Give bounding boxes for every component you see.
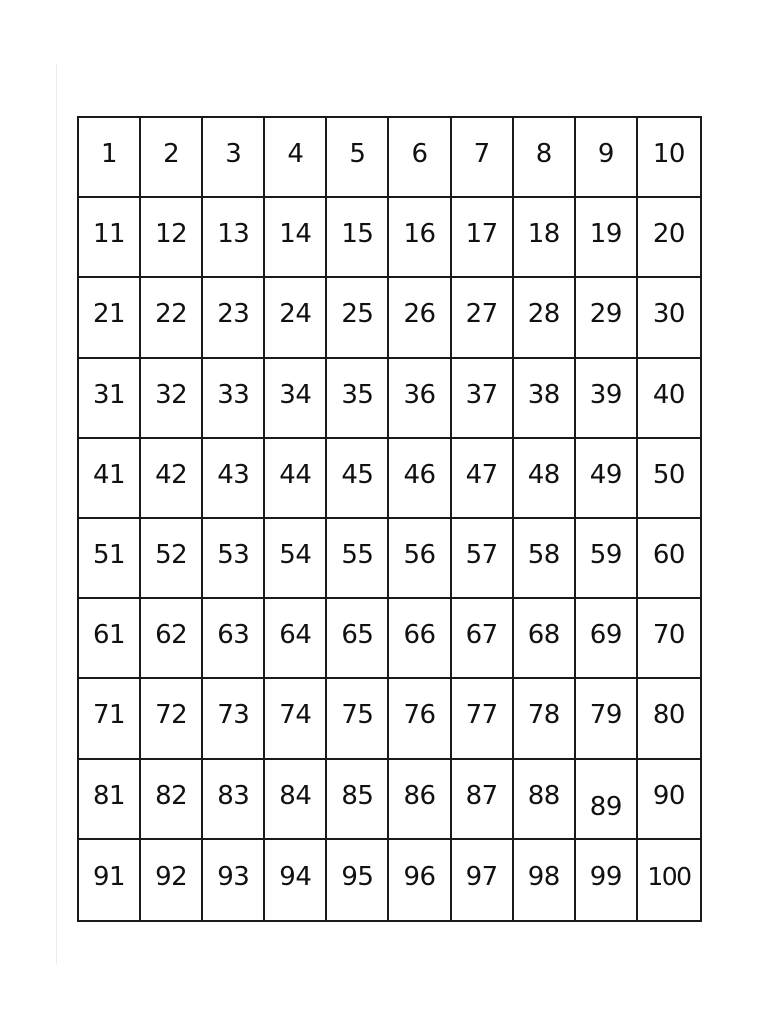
number-cell: 79 <box>576 679 638 759</box>
number-cell: 83 <box>203 760 265 840</box>
number-cell: 58 <box>514 519 576 599</box>
number-cell: 15 <box>327 198 389 278</box>
number-cell: 55 <box>327 519 389 599</box>
number-cell: 4 <box>265 118 327 198</box>
number-cell: 71 <box>79 679 141 759</box>
number-cell: 5 <box>327 118 389 198</box>
number-cell: 27 <box>452 278 514 358</box>
hundred-chart <box>77 116 702 922</box>
number-cell: 12 <box>141 198 203 278</box>
number-cell: 6 <box>389 118 451 198</box>
number-cell: 32 <box>141 359 203 439</box>
number-cell: 29 <box>576 278 638 358</box>
number-cell: 43 <box>203 439 265 519</box>
number-cell: 48 <box>514 439 576 519</box>
number-cell: 86 <box>389 760 451 840</box>
number-cell: 9 <box>576 118 638 198</box>
number-cell: 77 <box>452 679 514 759</box>
number-cell: 62 <box>141 599 203 679</box>
number-cell: 68 <box>514 599 576 679</box>
number-cell: 23 <box>203 278 265 358</box>
number-cell: 16 <box>389 198 451 278</box>
number-cell: 50 <box>638 439 700 519</box>
number-cell: 85 <box>327 760 389 840</box>
number-cell: 14 <box>265 198 327 278</box>
number-cell: 46 <box>389 439 451 519</box>
number-cell: 49 <box>576 439 638 519</box>
number-cell: 10 <box>638 118 700 198</box>
number-cell: 90 <box>638 760 700 840</box>
number-cell: 97 <box>452 840 514 920</box>
number-cell: 98 <box>514 840 576 920</box>
number-cell: 88 <box>514 760 576 840</box>
number-cell: 42 <box>141 439 203 519</box>
number-cell: 19 <box>576 198 638 278</box>
number-cell: 38 <box>514 359 576 439</box>
number-cell: 82 <box>141 760 203 840</box>
number-cell: 51 <box>79 519 141 599</box>
number-cell: 13 <box>203 198 265 278</box>
number-cell: 87 <box>452 760 514 840</box>
number-cell: 89 <box>576 760 638 840</box>
number-cell: 53 <box>203 519 265 599</box>
number-cell: 91 <box>79 840 141 920</box>
number-cell: 26 <box>389 278 451 358</box>
number-cell: 70 <box>638 599 700 679</box>
number-cell: 94 <box>265 840 327 920</box>
number-cell: 73 <box>203 679 265 759</box>
number-cell: 74 <box>265 679 327 759</box>
number-cell: 44 <box>265 439 327 519</box>
number-cell: 25 <box>327 278 389 358</box>
number-cell: 7 <box>452 118 514 198</box>
number-cell: 37 <box>452 359 514 439</box>
number-cell: 56 <box>389 519 451 599</box>
number-cell: 64 <box>265 599 327 679</box>
number-cell: 33 <box>203 359 265 439</box>
number-cell: 47 <box>452 439 514 519</box>
number-cell: 72 <box>141 679 203 759</box>
number-cell: 96 <box>389 840 451 920</box>
number-cell: 80 <box>638 679 700 759</box>
number-cell: 95 <box>327 840 389 920</box>
number-cell: 52 <box>141 519 203 599</box>
number-cell: 39 <box>576 359 638 439</box>
number-cell: 61 <box>79 599 141 679</box>
number-cell: 69 <box>576 599 638 679</box>
number-cell: 21 <box>79 278 141 358</box>
number-cell: 81 <box>79 760 141 840</box>
number-cell: 8 <box>514 118 576 198</box>
number-cell: 24 <box>265 278 327 358</box>
number-cell: 36 <box>389 359 451 439</box>
number-cell: 54 <box>265 519 327 599</box>
number-cell: 67 <box>452 599 514 679</box>
number-cell: 92 <box>141 840 203 920</box>
number-cell: 35 <box>327 359 389 439</box>
number-cell: 11 <box>79 198 141 278</box>
number-cell: 20 <box>638 198 700 278</box>
number-cell: 45 <box>327 439 389 519</box>
number-cell: 57 <box>452 519 514 599</box>
number-cell: 41 <box>79 439 141 519</box>
number-cell: 3 <box>203 118 265 198</box>
number-cell: 65 <box>327 599 389 679</box>
number-cell: 31 <box>79 359 141 439</box>
number-cell: 100 <box>647 862 691 892</box>
number-cell: 76 <box>389 679 451 759</box>
page-edge <box>56 64 57 964</box>
number-cell: 28 <box>514 278 576 358</box>
number-cell: 2 <box>141 118 203 198</box>
number-cell: 59 <box>576 519 638 599</box>
number-cell: 40 <box>638 359 700 439</box>
number-cell: 66 <box>389 599 451 679</box>
number-cell: 75 <box>327 679 389 759</box>
number-cell: 84 <box>265 760 327 840</box>
number-cell: 60 <box>638 519 700 599</box>
number-cell: 18 <box>514 198 576 278</box>
number-cell: 1 <box>79 118 141 198</box>
number-cell: 63 <box>203 599 265 679</box>
number-cell: 78 <box>514 679 576 759</box>
number-cell: 17 <box>452 198 514 278</box>
number-cell: 93 <box>203 840 265 920</box>
number-cell: 22 <box>141 278 203 358</box>
number-cell: 30 <box>638 278 700 358</box>
number-cell: 34 <box>265 359 327 439</box>
number-cell: 99 <box>576 840 638 920</box>
